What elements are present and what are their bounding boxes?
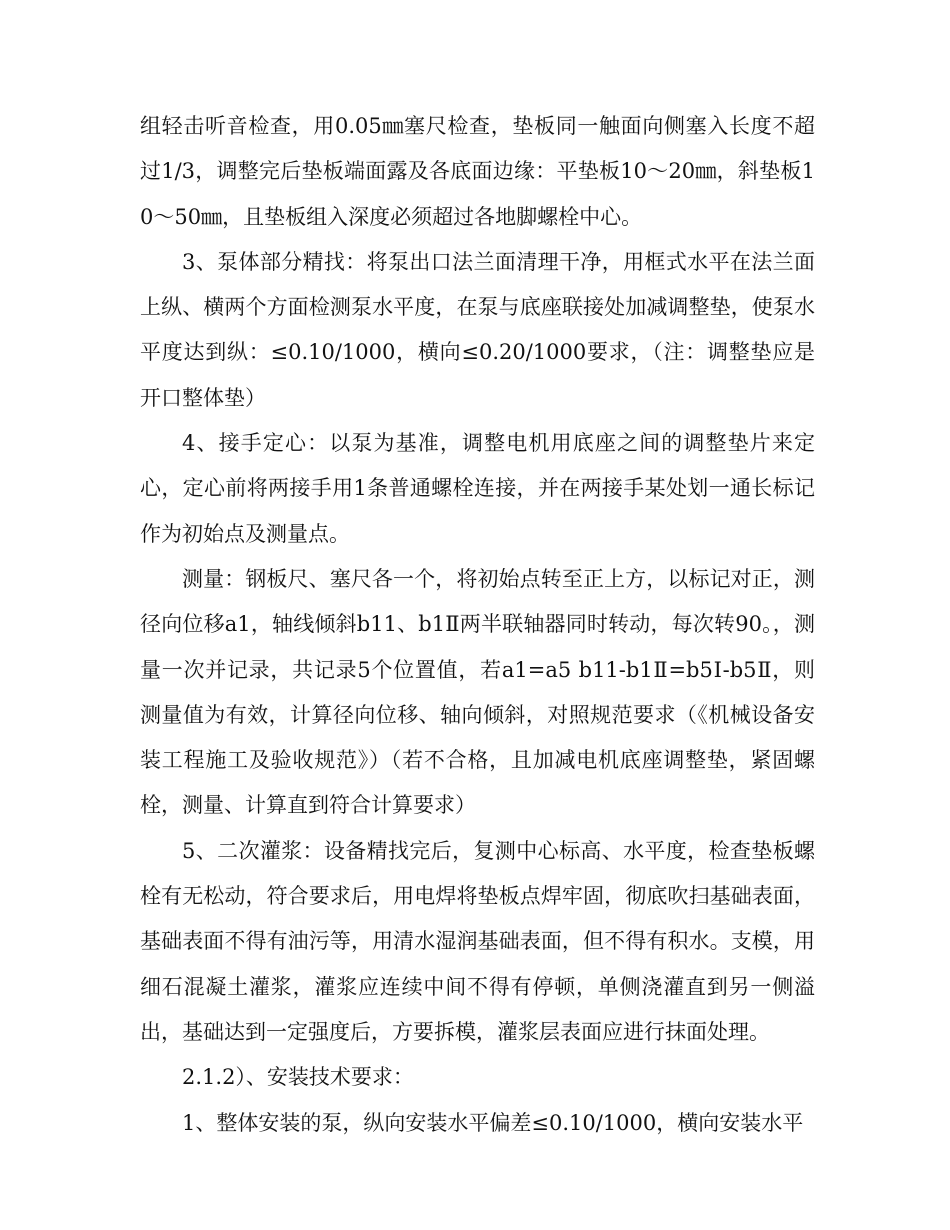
paragraph-pump-installation-tolerance: 1、整体安装的泵，纵向安装水平偏差≤0.10/1000，横向安装水平	[182, 1110, 804, 1135]
paragraph-measurement: 测量：钢板尺、塞尺各一个，将初始点转至正上方，以标记对正，测径向位移a1，轴线倾斜b11、b1Ⅱ两半联轴器同时转动，每次转90。，测量一次并记录，共记录5个位置值，若a1=a5 b11-b1Ⅱ=b5Ⅰ-b5Ⅱ，则测量值为有效，计算径向位移、轴向倾斜，对照规范要求（《机械设备安装工程施工及验收规范》）（若不合格，且加减电机底座调整垫，紧固螺栓，测量、计算直到符合计算要求）	[140, 566, 815, 818]
paragraph-coupling-alignment: 4、接手定心：以泵为基准，调整电机用底座之间的调整垫片来定心，定心前将两接手用1条普通螺栓连接，并在两接手某处划一通长标记作为初始点及测量点。	[140, 431, 815, 546]
document-body	[140, 104, 815, 1146]
section-heading-installation-requirements: 2.1.2）、安装技术要求：	[182, 1065, 414, 1090]
paragraph-secondary-grouting: 5、二次灌浆：设备精找完后，复测中心标高、水平度，检查垫板螺栓有无松动，符合要求后，用电焊将垫板点焊牢固，彻底吹扫基础表面，基础表面不得有油污等，用清水湿润基础表面，但不得有积水。支模，用细石混凝土灌浆，灌浆应连续中间不得有停顿，单侧浇灌直到另一侧溢出，基础达到一定强度后，方要拆模，灌浆层表面应进行抹面处理。	[140, 838, 815, 1044]
paragraph-shim-check: 组轻击听音检查，用0.05㎜塞尺检查，垫板同一触面向侧塞入长度不超过1/3，调整完后垫板端面露及各底面边缘：平垫板10～20㎜，斜垫板10～50㎜，且垫板组入深度必须超过各地脚螺栓中心。	[140, 114, 815, 229]
paragraph-pump-leveling: 3、泵体部分精找：将泵出口法兰面清理干净，用框式水平在法兰面上纵、横两个方面检测泵水平度，在泵与底座联接处加减调整垫，使泵水平度达到纵：≤0.10/1000，横向≤0.20/1000要求，（注：调整垫应是开口整体垫）	[140, 249, 815, 410]
